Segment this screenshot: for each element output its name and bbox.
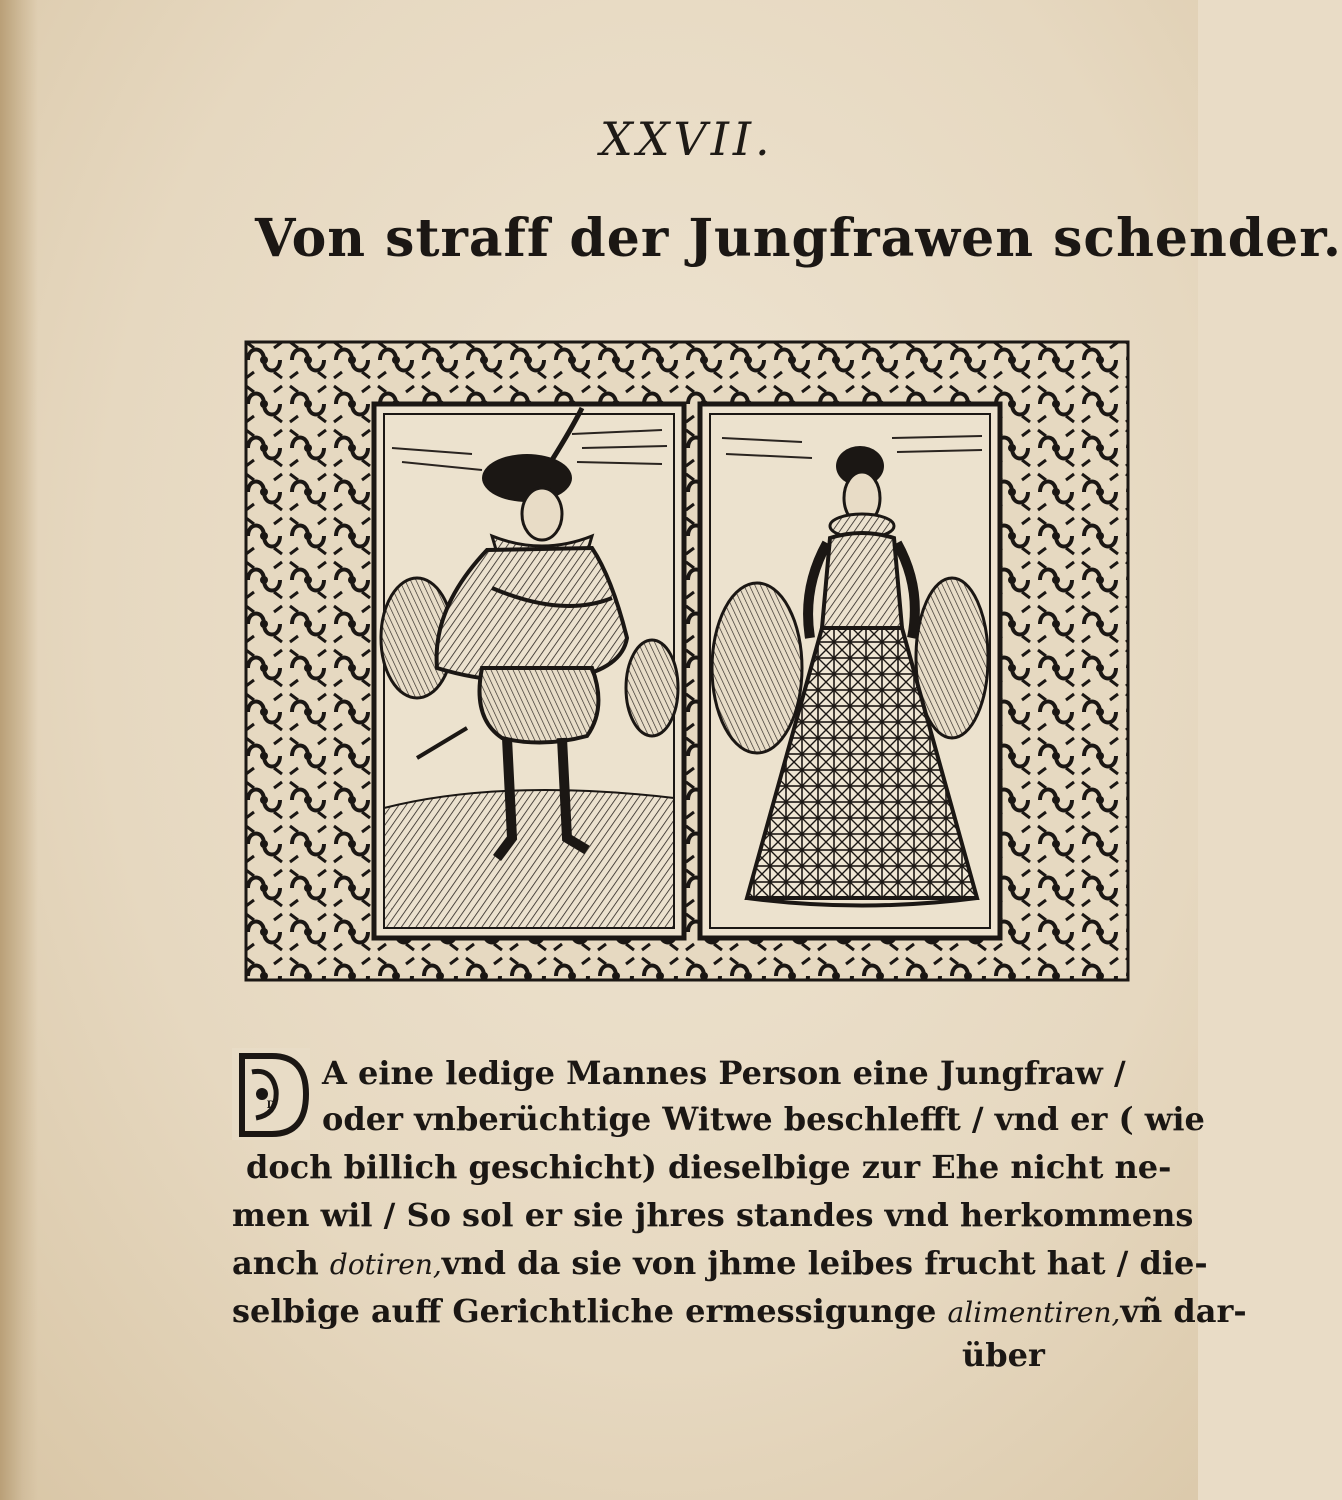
text-line-6 — [232, 1292, 1247, 1330]
text-line-6-end: vñ dar- — [1120, 1292, 1247, 1330]
text-line-5 — [232, 1244, 1208, 1282]
main-paragraph — [232, 1048, 1247, 1378]
text-line-5-rest: vnd da sie von jhme leibes frucht hat / die- — [441, 1244, 1208, 1282]
text-line-2: oder vnberüchtige Witwe beschlefft / vnd er ( wie — [322, 1100, 1205, 1138]
text-line-1: A eine ledige Mannes Person eine Jungfraw / — [322, 1054, 1126, 1092]
latin-term-alimentiren: alimentiren, — [947, 1296, 1121, 1329]
text-line-6-start: selbige auff Gerichtliche ermessigunge — [232, 1292, 937, 1330]
latin-term-dotiren: dotiren, — [329, 1248, 442, 1281]
text-line-3: doch billich geschicht) dieselbige zur Ehe nicht ne- — [246, 1148, 1172, 1186]
decorated-initial-d — [232, 1048, 310, 1140]
woodcut-svg — [242, 338, 1132, 984]
initial-letter: D — [266, 1100, 276, 1111]
book-spine-shadow — [0, 0, 38, 1500]
text-line-5-prefix: anch — [232, 1244, 330, 1282]
catchword: über — [962, 1336, 1045, 1374]
folio-number: XXVII. — [600, 112, 774, 166]
chapter-title: Von straff der Jungfrawen schender. — [255, 208, 1342, 269]
text-line-4: men wil / So sol er sie jhres standes vnd herkommens — [232, 1196, 1194, 1234]
woodcut-illustration — [242, 338, 1132, 984]
